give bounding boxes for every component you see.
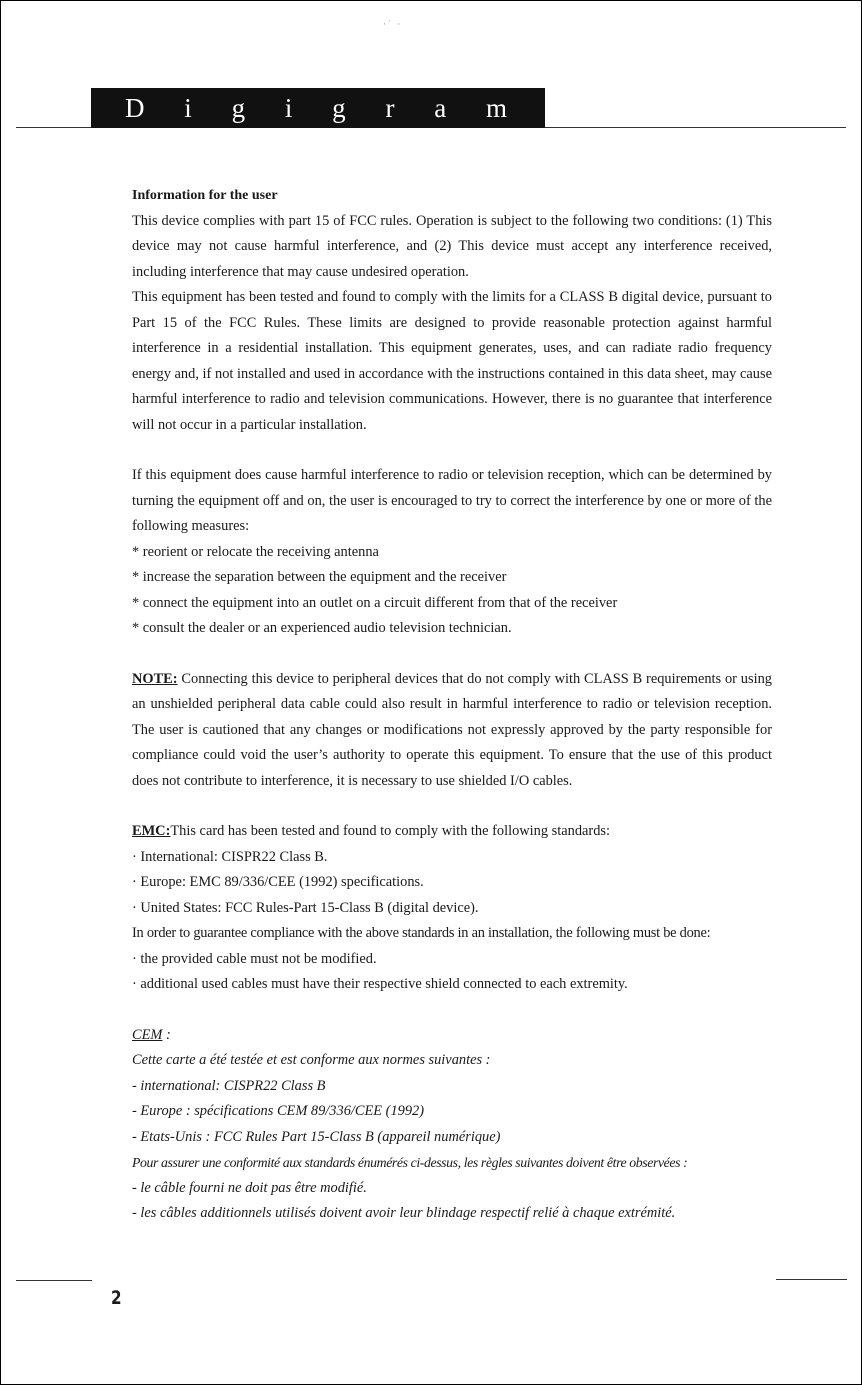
brand-letter: i (184, 92, 192, 123)
interference-intro: If this equipment does cause harmful interference to radio or television reception, which can be determined by turning the equipment off and on, the user is encouraged to try to correct the interference by one or more of the following measures: (132, 467, 772, 534)
emc-compliance-intro: In order to guarantee compliance with the above standards in an installation, the following must be done: (132, 925, 711, 941)
brand-letter: g (231, 92, 246, 123)
brand-letter: a (434, 92, 447, 123)
brand-letter: g (332, 92, 346, 123)
page-content (132, 183, 772, 1227)
list-item: * reorient or relocate the receiving antenna (132, 543, 379, 560)
list-item: - Etats-Unis : FCC Rules Part 15-Class B (appareil numérique) (132, 1128, 501, 1145)
emc-text: This card has been tested and found to comply with the following standards: (170, 823, 610, 839)
list-item: · International: CISPR22 Class B. (132, 848, 328, 865)
fcc-compliance-paragraph: This device complies with part 15 of FCC rules. Operation is subject to the following two conditions: (1) This device may not cause harmful interference, and (2) This device must accept any interference received, including interference that may cause undesired operation. (132, 212, 772, 280)
section-heading: Information for the user (132, 188, 278, 203)
brand-letter: i (284, 92, 293, 123)
measures-list (132, 540, 772, 642)
list-item: * increase the separation between the equipment and the receiver (132, 569, 507, 585)
list-item: · additional used cables must have their respective shield connected to each extremity. (132, 976, 628, 992)
cem-requirements-list (132, 1176, 772, 1227)
emc-standards-list (132, 845, 772, 922)
brand-letter: r (385, 92, 395, 123)
cem-heading (132, 1023, 772, 1049)
emc-label: EMC: (132, 823, 171, 839)
brand-banner (91, 88, 545, 128)
note-text: Connecting this device to peripheral devices that do not comply with CLASS B requirements or using an unshielded peripheral data cable could also result in harmful interference to radio or television reception. The user is cautioned that any changes or modifications not expressly approved by the party responsible for compliance could void the user’s authority to operate this equipment. To ensure that the use of this product does not contribute to interference, it is necessary to use shielded I/O cables. (132, 670, 772, 789)
emc-section (132, 819, 772, 998)
footer-rule-left (16, 1280, 92, 1281)
emc-requirements-list (132, 947, 772, 998)
footer-rule-right (776, 1279, 847, 1280)
list-item: * consult the dealer or an experienced audio television technician. (132, 620, 512, 636)
note-section (132, 667, 772, 795)
user-information-section (132, 183, 772, 438)
interference-section (132, 463, 772, 642)
brand-name (91, 92, 545, 123)
list-item: - Europe : spécifications CEM 89/336/CEE (1992) (132, 1103, 425, 1119)
list-item: - international: CISPR22 Class B (132, 1077, 326, 1094)
list-item: · Europe: EMC 89/336/CEE (1992) specifications. (132, 874, 424, 890)
note-label: NOTE: (132, 670, 178, 687)
cem-compliance-intro: Pour assurer une conformité aux standards énumérés ci-dessus, les règles suivantes doivent être observées : (132, 1155, 688, 1170)
cem-section (132, 1023, 772, 1227)
list-item: · United States: FCC Rules-Part 15-Class B (digital device). (132, 899, 479, 916)
class-b-paragraph: This equipment has been tested and found to comply with the limits for a CLASS B digital device, pursuant to Part 15 of the FCC Rules. These limits are designed to provide reasonable protection against harmful interference in a residential installation. This equipment generates, uses, and can radiate radio frequency energy and, if not installed and used in accordance with the instructions contained in this data sheet, may cause harmful interference to radio and television communications. However, there is no guarantee that interference will not occur in a particular installation. (132, 289, 772, 433)
list-item: - le câble fourni ne doit pas être modifié. (132, 1179, 367, 1196)
list-item: · the provided cable must not be modified. (132, 950, 377, 967)
note-paragraph (132, 667, 772, 795)
brand-letter: m (485, 92, 507, 123)
list-item: - les câbles additionnels utilisés doivent avoir leur blindage respectif relié à chaque extrémité. (132, 1205, 676, 1221)
list-item: * connect the equipment into an outlet on a circuit different from that of the receiver (132, 594, 618, 611)
page-number: 2 (111, 1287, 122, 1309)
emc-intro (132, 819, 772, 845)
brand-letter: D (125, 92, 145, 123)
cem-label: CEM (132, 1026, 163, 1043)
cem-standards-list (132, 1074, 772, 1151)
cem-label-suffix: : (162, 1026, 171, 1043)
scan-specks: ⋅˙ · (383, 19, 403, 29)
cem-intro: Cette carte a été testée et est conforme aux normes suivantes : (132, 1052, 491, 1068)
